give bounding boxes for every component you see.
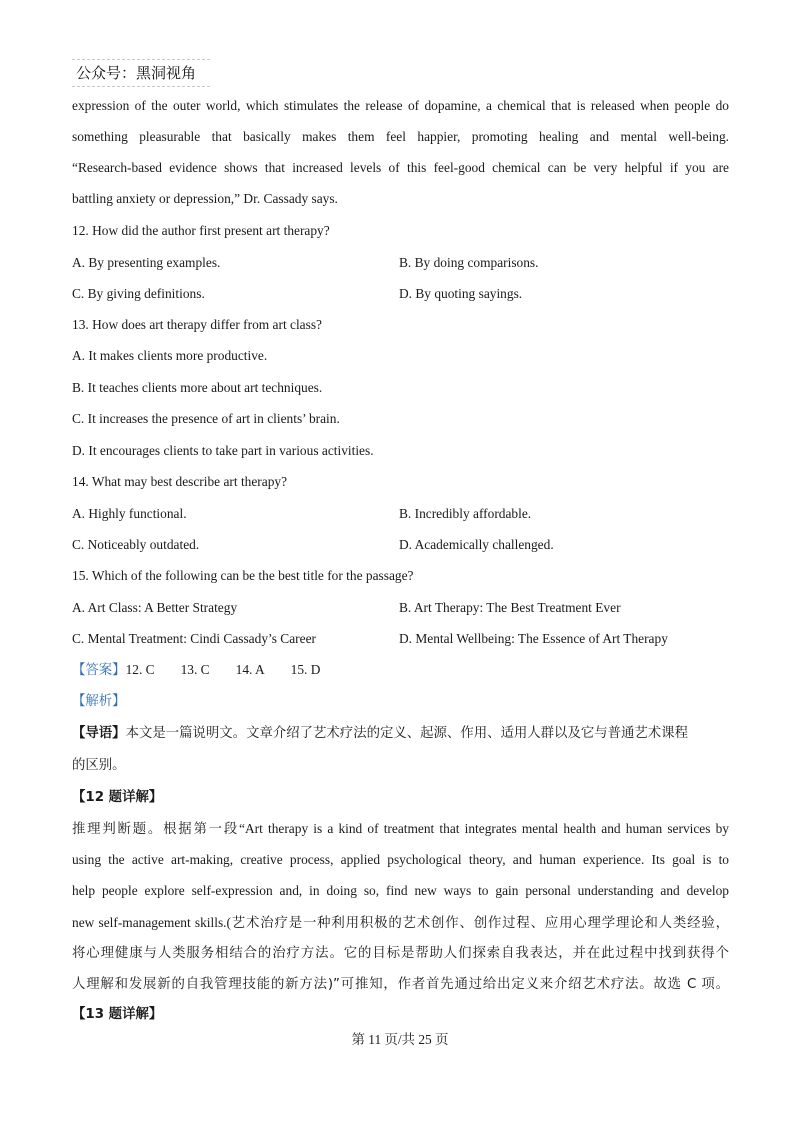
answer-label: 【答案】 — [72, 663, 126, 678]
detail-12-line: using the active art-making, creative process, applied psychological theory, and human experience. Its goal is to — [72, 852, 729, 867]
guide-label: 【导语】 — [72, 726, 126, 741]
detail-12-line: 人理解和发展新的自我管理技能的新方法)”可推知，作者首先通过给出定义来介绍艺术疗法。故选 C 项。 — [72, 977, 729, 992]
guide-line: 的区别。 — [72, 758, 126, 773]
watermark-label: 公众号：黑洞视角 — [72, 59, 210, 87]
detail-12-line: 推理判断题。根据第一段“Art therapy is a kind of treatment that integrates mental health and human services by — [72, 821, 729, 836]
detail-13-label: 【13 题详解】 — [72, 1007, 163, 1022]
answer-item: 15. D — [290, 662, 321, 677]
question-14-option-d: D. Academically challenged. — [399, 537, 554, 552]
question-15-option-d: D. Mental Wellbeing: The Essence of Art Therapy — [399, 631, 668, 646]
question-15-stem: 15. Which of the following can be the best title for the passage? — [72, 568, 414, 583]
passage-line: “Research-based evidence shows that increased levels of this feel-good chemical can be very helpful if you are — [72, 160, 729, 175]
question-13-option-c: C. It increases the presence of art in clients’ brain. — [72, 411, 340, 426]
detail-12-label: 【12 题详解】 — [72, 790, 163, 805]
question-13-option-b: B. It teaches clients more about art techniques. — [72, 380, 323, 395]
answer-item: 14. A — [235, 662, 265, 677]
page-footer: 第 11 页/共 25 页 — [351, 1032, 449, 1047]
question-14-option-a: A. Highly functional. — [72, 506, 187, 521]
guide-text: 本文是一篇说明文。文章介绍了艺术疗法的定义、起源、作用、适用人群以及它与普通艺术课程 — [125, 726, 688, 741]
passage-line: expression of the outer world, which stimulates the release of dopamine, a chemical that is released when people do — [72, 98, 729, 113]
question-12-option-b: B. By doing comparisons. — [399, 255, 539, 270]
answer-item: 12. C — [125, 662, 155, 677]
question-12-stem: 12. How did the author first present art therapy? — [72, 223, 330, 238]
question-15-option-c: C. Mental Treatment: Cindi Cassady’s Career — [72, 631, 316, 646]
question-13-stem: 13. How does art therapy differ from art class? — [72, 317, 322, 332]
question-14-option-b: B. Incredibly affordable. — [399, 506, 532, 521]
answer-row — [72, 660, 320, 681]
question-12-option-d: D. By quoting sayings. — [399, 286, 523, 301]
question-14-stem: 14. What may best describe art therapy? — [72, 474, 288, 489]
question-12-option-a: A. By presenting examples. — [72, 255, 221, 270]
guide-line — [72, 724, 688, 744]
question-15-option-a: A. Art Class: A Better Strategy — [72, 600, 238, 615]
question-12-option-c: C. By giving definitions. — [72, 286, 205, 301]
analysis-label: 【解析】 — [72, 694, 126, 709]
question-15-option-b: B. Art Therapy: The Best Treatment Ever — [399, 600, 621, 615]
question-13-option-d: D. It encourages clients to take part in various activities. — [72, 443, 374, 458]
detail-12-line: new self-management skills.(艺术治疗是一种利用积极的艺术创作、创作过程、应用心理学理论和人类经验， — [72, 915, 729, 930]
passage-line: battling anxiety or depression,” Dr. Cassady says. — [72, 191, 338, 206]
detail-12-line: help people explore self-expression and, in doing so, find new ways to gain personal understanding and develop — [72, 883, 729, 898]
question-13-option-a: A. It makes clients more productive. — [72, 348, 268, 363]
passage-line: something pleasurable that basically makes them feel happier, promoting healing and mental well-being. — [72, 129, 729, 144]
answer-item: 13. C — [180, 662, 210, 677]
detail-12-line: 将心理健康与人类服务相结合的治疗方法。它的目标是帮助人们探索自我表达，并在此过程中找到获得个 — [72, 946, 729, 961]
question-14-option-c: C. Noticeably outdated. — [72, 537, 200, 552]
